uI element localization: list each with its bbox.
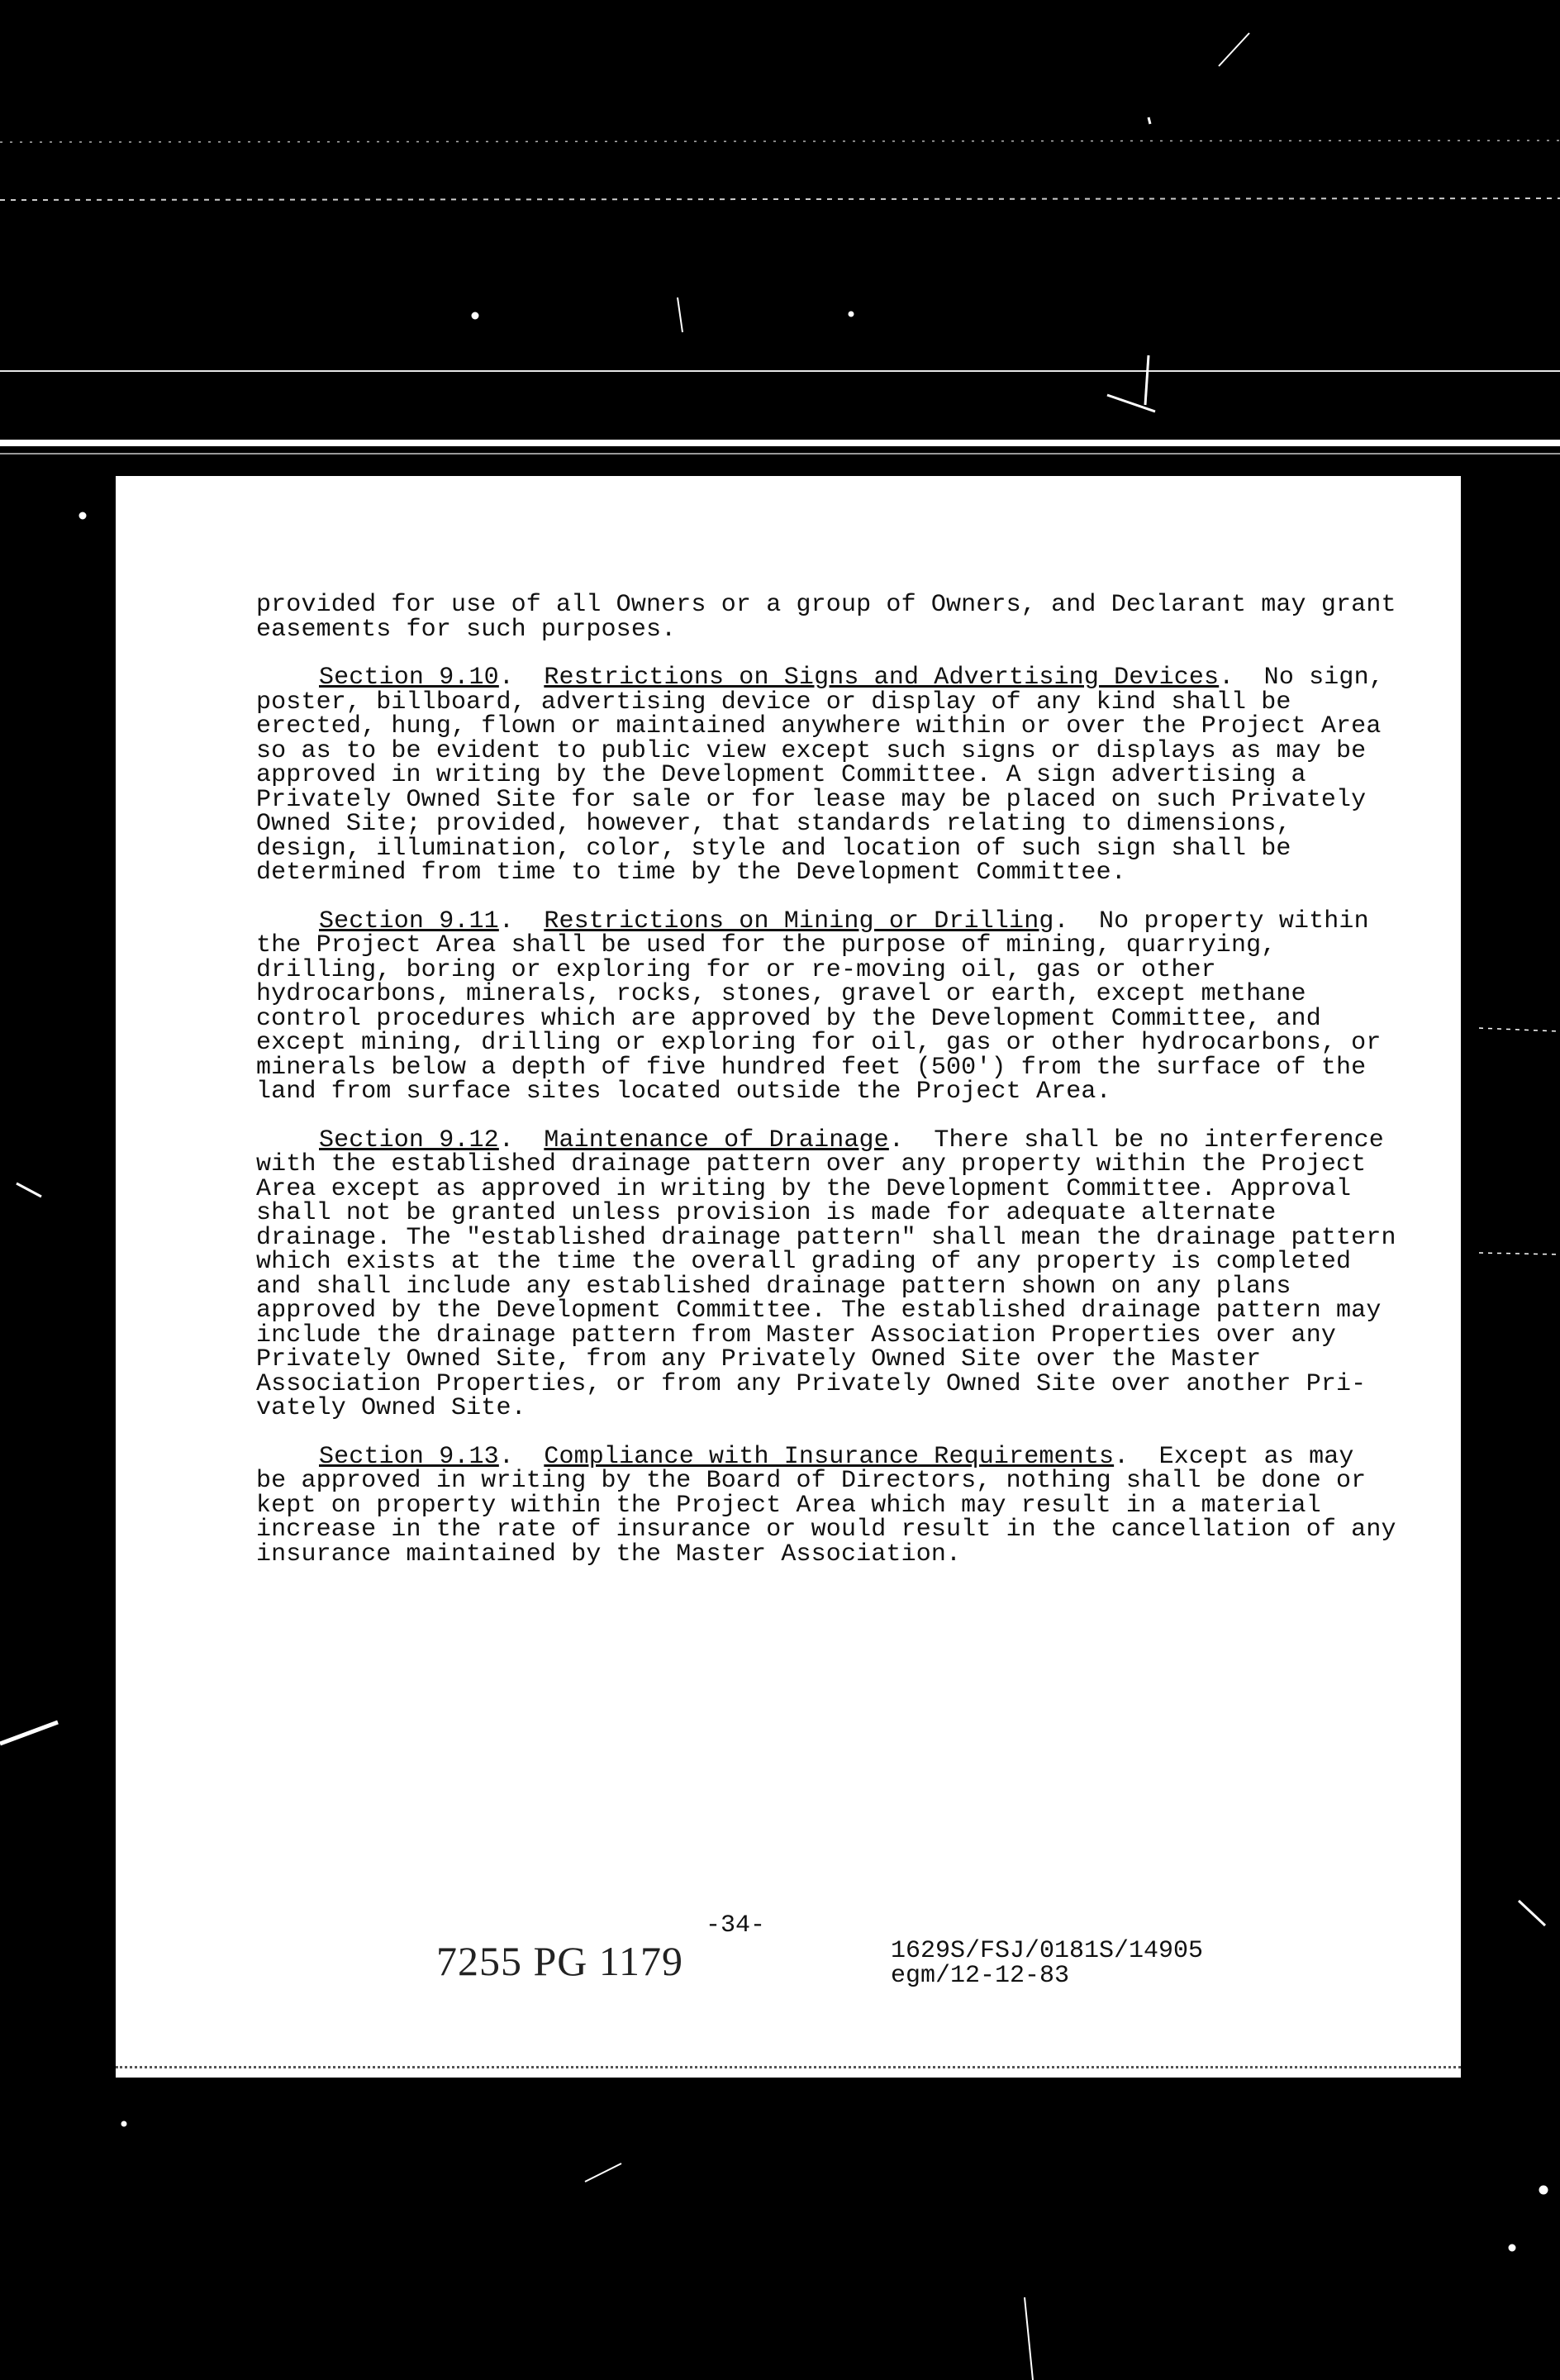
scan-line-thin xyxy=(0,453,1560,455)
paragraph-section-9-13: Section 9.13. Compliance with Insurance Requirements. Except as may be approved in writing by the Board of Directors, nothing shall be done or kept on property within the Project Area which may result in a material increase in the rate of insurance or would result in the cancellation of any insurance maintained by the Master Association. xyxy=(256,1442,1396,1568)
document-body xyxy=(256,593,1396,1591)
section-number: Section 9.11 xyxy=(319,907,499,935)
section-number: Section 9.12 xyxy=(319,1126,499,1154)
page-number: -34- xyxy=(706,1911,766,1940)
document-code-block xyxy=(891,1939,1203,1988)
section-title: Restrictions on Signs and Advertising Devices xyxy=(544,664,1220,692)
paragraph-text: provided for use of all Owners or a group of Owners, and Declarant may grant easements for such purposes. xyxy=(256,591,1396,644)
scan-edge-dashes xyxy=(116,2066,1461,2068)
scan-line-border xyxy=(0,440,1560,446)
section-title: Restrictions on Mining or Drilling xyxy=(544,907,1054,935)
paragraph-continuation xyxy=(256,593,1396,642)
document-code: 1629S/FSJ/0181S/14905 xyxy=(891,1937,1204,1965)
section-number: Section 9.13 xyxy=(319,1442,499,1471)
section-number: Section 9.10 xyxy=(319,664,499,692)
paragraph-section-9-10: Section 9.10. Restrictions on Signs and Advertising Devices. No sign, poster, billboard, advertising device or display of any kind shall be erected, hung, flown or maintained anywhere within or over the Project Area so as to be evident to public view except such signs or displays as may be approved in writing by the Development Committee. A sign advertising a Privately Owned Site for sale or for lease may be placed on such Privately Owned Site; provided, however, that standards relating to dimensions, design, illumination, color, style and location of such sign shall be determined from time to time by the Development Committee. xyxy=(256,664,1384,887)
document-page xyxy=(116,476,1461,2078)
section-title: Compliance with Insurance Requirements xyxy=(544,1442,1115,1471)
paragraph-text: There shall be no interference with the established drainage pattern over any property within the Project Area except as approved in writing by the Development Committee. Approval shall not be granted unless provision is made for adequate alternate drainage. The "established drainage pattern" shall mean the drainage pattern which exists at the time the overall grading of any property is completed and shall include any established drainage pattern shown on any plans approved by the Development Committee. The established drainage pattern may include the drainage pattern from Master Association Properties over any Privately Owned Site, from any Privately Owned Site over the Master Association Properties, or from any Privately Owned Site over another Pri-vately Owned Site. xyxy=(256,1126,1396,1422)
document-date: egm/12-12-83 xyxy=(891,1962,1070,1990)
paragraph-text: No property within the Project Area shall be used for the purpose of mining, quarrying, drilling, boring or exploring for or re-moving oil, gas or other hydrocarbons, minerals, rocks, stones, gravel or earth, except methane control procedures which are approved by the Development Committee, and except mining, drilling or exploring for oil, gas or other hydrocarbons, or minerals below a depth of five hundred feet (500') from the surface of the land from surface sites located outside the Project Area. xyxy=(256,907,1382,1106)
paragraph-section-9-11: Section 9.11. Restrictions on Mining or Drilling. No property within the Project Area shall be used for the purpose of mining, quarrying, drilling, boring or exploring for or re-moving oil, gas or other hydrocarbons, minerals, rocks, stones, gravel or earth, except methane control procedures which are approved by the Development Committee, and except mining, drilling or exploring for oil, gas or other hydrocarbons, or minerals below a depth of five hundred feet (500') from the surface of the land from surface sites located outside the Project Area. xyxy=(256,907,1382,1106)
recording-stamp: 7255 PG 1179 xyxy=(436,1938,684,1984)
paragraph-text: No sign, poster, billboard, advertising device or display of any kind shall be erected, hung, flown or maintained anywhere within or over the Project Area so as to be evident to public view except such signs or displays as may be approved in writing by the Development Committee. A sign advertising a Privately Owned Site for sale or for lease may be placed on such Privately Owned Site; provided, however, that standards relating to dimensions, design, illumination, color, style and location of such sign shall be determined from time to time by the Development Committee. xyxy=(256,664,1384,887)
paragraph-section-9-12: Section 9.12. Maintenance of Drainage. There shall be no interference with the established drainage pattern over any property within the Project Area except as approved in writing by the Development Committee. Approval shall not be granted unless provision is made for adequate alternate drainage. The "established drainage pattern" shall mean the drainage pattern which exists at the time the overall grading of any property is completed and shall include any established drainage pattern shown on any plans approved by the Development Committee. The established drainage pattern may include the drainage pattern from Master Association Properties over any Privately Owned Site, from any Privately Owned Site over the Master Association Properties, or from any Privately Owned Site over another Pri-vately Owned Site. xyxy=(256,1126,1396,1422)
scan-line-top xyxy=(0,370,1560,372)
section-title: Maintenance of Drainage xyxy=(544,1126,889,1154)
paragraph-text: Except as may be approved in writing by the Board of Directors, nothing shall be done or kept on property within the Project Area which may result in a material increase in the rate of insurance or would result in the cancellation of any insurance maintained by the Master Association. xyxy=(256,1442,1396,1568)
